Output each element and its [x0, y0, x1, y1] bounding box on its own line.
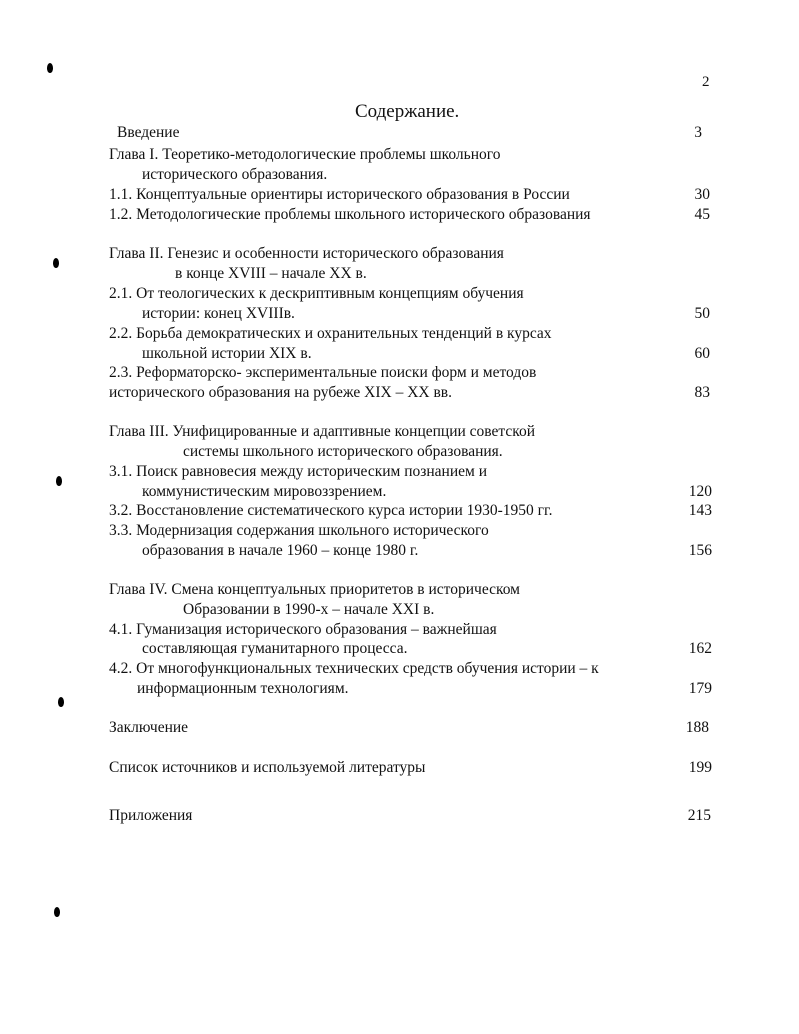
toc-entry-2-1: 2.1. От теологических к дескриптивным концепциям обучения [109, 285, 524, 302]
chapter4-heading: Глава IV. Смена концептуальных приоритетов в историческом [109, 581, 520, 598]
toc-entry-3-2: 3.2. Восстановление систематического курса истории 1930-1950 гг. [109, 502, 553, 519]
toc-page-3-3: 156 [688, 542, 712, 559]
toc-page-3-2: 143 [688, 502, 712, 519]
toc-page-4-1: 162 [688, 640, 712, 657]
chapter3-heading: Глава III. Унифицированные и адаптивные концепции советской [109, 423, 536, 440]
toc-entry-3-3: 3.3. Модернизация содержания школьного исторического [109, 522, 489, 539]
toc-entry-2-3: 2.3. Реформаторско- экспериментальные поиски форм и методов [109, 364, 537, 381]
toc-page-4-2: 179 [688, 680, 712, 697]
toc-entry-4-1-cont: составляющая гуманитарного процесса. [142, 640, 408, 657]
chapter1-heading-cont: исторического образования. [142, 166, 328, 183]
toc-page-2-2: 60 [694, 345, 710, 362]
binding-hole-mark [47, 63, 53, 73]
chapter1-heading: Глава I. Теоретико-методологические проблемы школьного [109, 146, 501, 163]
toc-page-2-3: 83 [694, 384, 710, 401]
toc-conclusion-label: Заключение [109, 719, 189, 736]
binding-hole-mark [58, 697, 64, 707]
toc-entry-2-2-cont: школьной истории XIX в. [142, 345, 312, 362]
binding-hole-mark [56, 476, 62, 486]
toc-entry-2-3-cont: исторического образования на рубеже XIX – XX вв. [109, 384, 452, 401]
toc-entry-1-1: 1.1. Концептуальные ориентиры исторического образования в России [109, 186, 570, 203]
toc-entry-3-3-cont: образования в начале 1960 – конце 1980 г. [142, 542, 419, 559]
toc-entry-4-1: 4.1. Гуманизация исторического образования – важнейшая [109, 621, 497, 638]
chapter3-heading-cont: системы школьного исторического образования. [183, 443, 503, 460]
toc-entry-3-1: 3.1. Поиск равновесия между историческим познанием и [109, 463, 488, 480]
toc-sources-label: Список источников и используемой литературы [109, 759, 426, 776]
toc-page-1-1: 30 [694, 186, 710, 203]
toc-intro-page: 3 [694, 124, 702, 141]
toc-entry-3-1-cont: коммунистическим мировоззрением. [142, 483, 387, 500]
toc-entry-1-2: 1.2. Методологические проблемы школьного исторического образования [109, 206, 591, 223]
chapter2-heading-cont: в конце XVIII – начале XX в. [175, 265, 367, 282]
toc-appendix-label: Приложения [109, 807, 193, 824]
toc-page-2-1: 50 [694, 305, 710, 322]
toc-sources-page: 199 [688, 759, 712, 776]
toc-entry-2-1-cont: истории: конец XVIIIв. [142, 305, 295, 322]
toc-entry-4-2: 4.2. От многофункциональных технических средств обучения истории – к [109, 660, 599, 677]
toc-intro-label: Введение [117, 124, 180, 141]
chapter4-heading-cont: Образовании в 1990-х – начале XXI в. [183, 601, 435, 618]
page-number: 2 [702, 74, 710, 90]
toc-entry-2-2: 2.2. Борьба демократических и охранительных тенденций в курсах [109, 325, 552, 342]
binding-hole-mark [53, 258, 59, 268]
toc-entry-4-2-cont: информационным технологиям. [137, 680, 349, 697]
page-title: Содержание. [355, 101, 460, 122]
toc-page-3-1: 120 [688, 483, 712, 500]
binding-hole-mark [54, 907, 60, 917]
toc-appendix-page: 215 [687, 807, 711, 824]
toc-page-1-2: 45 [694, 206, 710, 223]
chapter2-heading: Глава II. Генезис и особенности исторического образования [109, 245, 504, 262]
toc-conclusion-page: 188 [685, 719, 709, 736]
